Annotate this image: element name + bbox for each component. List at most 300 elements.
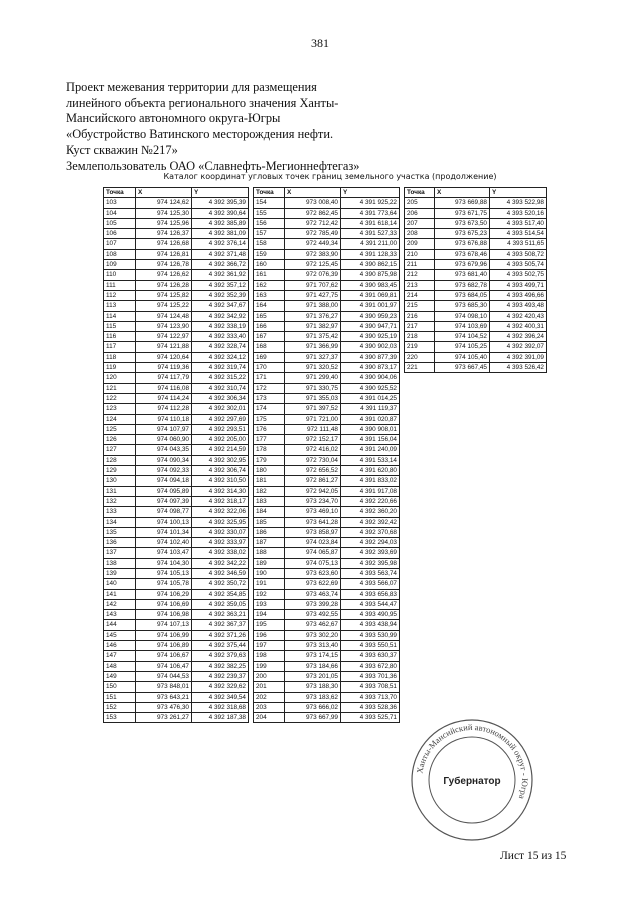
table-row — [104, 692, 249, 702]
point-id: 214 — [405, 290, 435, 300]
point-id: 133 — [104, 507, 136, 517]
point-id: 182 — [254, 486, 285, 496]
table-row — [104, 466, 249, 476]
sheet-counter: Лист 15 из 15 — [500, 850, 567, 862]
y-coordinate: 4 391 069,81 — [341, 290, 400, 300]
point-id: 143 — [104, 610, 136, 620]
point-id: 188 — [254, 548, 285, 558]
table-row — [104, 311, 249, 321]
y-coordinate: 4 393 505,74 — [490, 260, 547, 270]
y-coordinate: 4 391 001,97 — [341, 301, 400, 311]
table-row — [254, 342, 400, 352]
x-coordinate: 973 673,50 — [435, 218, 490, 228]
point-id: 128 — [104, 455, 136, 465]
x-coordinate: 973 848,01 — [136, 682, 192, 692]
point-id: 109 — [104, 260, 136, 270]
y-coordinate: 4 392 187,38 — [192, 713, 249, 723]
x-coordinate: 974 107,97 — [136, 424, 192, 434]
y-coordinate: 4 390 983,45 — [341, 280, 400, 290]
y-coordinate: 4 393 502,75 — [490, 270, 547, 280]
y-coordinate: 4 391 527,33 — [341, 229, 400, 239]
point-id: 107 — [104, 239, 136, 249]
y-coordinate: 4 392 342,22 — [192, 558, 249, 568]
x-coordinate: 973 234,70 — [285, 496, 341, 506]
table-row — [104, 476, 249, 486]
y-coordinate: 4 392 349,54 — [192, 692, 249, 702]
y-coordinate: 4 391 533,14 — [341, 455, 400, 465]
point-id: 207 — [405, 218, 435, 228]
table-row — [104, 661, 249, 671]
table-row — [254, 424, 400, 434]
point-id: 116 — [104, 332, 136, 342]
y-coordinate: 4 393 511,65 — [490, 239, 547, 249]
point-id: 177 — [254, 435, 285, 445]
table-row — [254, 496, 400, 506]
point-id: 220 — [405, 352, 435, 362]
table-row — [104, 589, 249, 599]
y-coordinate: 4 392 371,48 — [192, 249, 249, 259]
table-row — [104, 414, 249, 424]
y-coordinate: 4 390 908,01 — [341, 424, 400, 434]
y-coordinate: 4 393 526,42 — [490, 363, 547, 373]
y-coordinate: 4 390 925,19 — [341, 332, 400, 342]
y-coordinate: 4 392 319,74 — [192, 363, 249, 373]
y-coordinate: 4 391 020,87 — [341, 414, 400, 424]
y-coordinate: 4 392 366,72 — [192, 260, 249, 270]
table-row — [254, 548, 400, 558]
y-coordinate: 4 392 357,12 — [192, 280, 249, 290]
y-coordinate: 4 390 862,15 — [341, 260, 400, 270]
table-row — [254, 363, 400, 373]
table-row — [104, 641, 249, 651]
table-row — [254, 383, 400, 393]
table-row — [254, 620, 400, 630]
table-row — [405, 198, 547, 208]
x-coordinate: 974 106,98 — [136, 610, 192, 620]
table-row — [254, 517, 400, 527]
x-coordinate: 972 862,45 — [285, 208, 341, 218]
table-row — [104, 301, 249, 311]
y-coordinate: 4 392 361,92 — [192, 270, 249, 280]
x-coordinate: 974 106,67 — [136, 651, 192, 661]
table-row — [104, 651, 249, 661]
point-id: 166 — [254, 321, 285, 331]
x-coordinate: 973 261,27 — [136, 713, 192, 723]
y-coordinate: 4 391 925,22 — [341, 198, 400, 208]
x-coordinate: 973 201,05 — [285, 671, 341, 681]
table-row — [254, 290, 400, 300]
table-row — [405, 332, 547, 342]
x-coordinate: 973 641,28 — [285, 517, 341, 527]
point-id: 219 — [405, 342, 435, 352]
point-id: 132 — [104, 496, 136, 506]
x-coordinate: 974 102,40 — [136, 538, 192, 548]
point-id: 118 — [104, 352, 136, 362]
y-coordinate: 4 393 563,74 — [341, 568, 400, 578]
y-coordinate: 4 391 620,80 — [341, 466, 400, 476]
point-id: 210 — [405, 249, 435, 259]
y-coordinate: 4 391 773,64 — [341, 208, 400, 218]
x-coordinate: 974 105,40 — [435, 352, 490, 362]
x-coordinate: 973 675,23 — [435, 229, 490, 239]
x-coordinate: 971 721,00 — [285, 414, 341, 424]
table-row — [254, 507, 400, 517]
y-coordinate: 4 392 306,74 — [192, 466, 249, 476]
point-id: 114 — [104, 311, 136, 321]
y-coordinate: 4 390 873,17 — [341, 363, 400, 373]
coordinates-table-1 — [103, 187, 249, 723]
y-coordinate: 4 392 338,02 — [192, 548, 249, 558]
x-coordinate: 974 119,36 — [136, 363, 192, 373]
y-coordinate: 4 392 214,59 — [192, 445, 249, 455]
point-id: 122 — [104, 393, 136, 403]
point-id: 103 — [104, 198, 136, 208]
table-row — [104, 290, 249, 300]
point-id: 204 — [254, 713, 285, 723]
x-coordinate: 974 104,52 — [435, 332, 490, 342]
x-coordinate: 972 785,49 — [285, 229, 341, 239]
table-row — [254, 455, 400, 465]
y-coordinate: 4 391 240,09 — [341, 445, 400, 455]
heading-line: Мансийского автономного округа-Югры — [66, 111, 281, 126]
y-coordinate: 4 392 328,74 — [192, 342, 249, 352]
table-row — [254, 558, 400, 568]
point-id: 115 — [104, 321, 136, 331]
x-coordinate: 972 942,05 — [285, 486, 341, 496]
point-id: 202 — [254, 692, 285, 702]
table-row — [254, 239, 400, 249]
point-id: 110 — [104, 270, 136, 280]
y-coordinate: 4 392 420,43 — [490, 311, 547, 321]
y-coordinate: 4 393 525,71 — [341, 713, 400, 723]
y-coordinate: 4 392 370,68 — [341, 527, 400, 537]
table-row — [254, 538, 400, 548]
x-coordinate: 974 094,18 — [136, 476, 192, 486]
y-coordinate: 4 392 205,00 — [192, 435, 249, 445]
x-coordinate: 974 075,13 — [285, 558, 341, 568]
y-coordinate: 4 393 530,99 — [341, 630, 400, 640]
table-row — [254, 208, 400, 218]
y-coordinate: 4 392 367,37 — [192, 620, 249, 630]
y-coordinate: 4 392 329,62 — [192, 682, 249, 692]
table-row — [104, 208, 249, 218]
table-row — [254, 393, 400, 403]
x-coordinate: 973 462,67 — [285, 620, 341, 630]
y-coordinate: 4 393 514,54 — [490, 229, 547, 239]
y-coordinate: 4 393 438,94 — [341, 620, 400, 630]
x-coordinate: 972 861,27 — [285, 476, 341, 486]
table-row — [104, 599, 249, 609]
y-coordinate: 4 390 959,23 — [341, 311, 400, 321]
y-coordinate: 4 390 947,71 — [341, 321, 400, 331]
point-id: 167 — [254, 332, 285, 342]
point-id: 168 — [254, 342, 285, 352]
table-row — [104, 548, 249, 558]
y-coordinate: 4 392 330,07 — [192, 527, 249, 537]
table-row — [104, 507, 249, 517]
point-id: 147 — [104, 651, 136, 661]
table-row — [104, 239, 249, 249]
y-coordinate: 4 391 014,25 — [341, 393, 400, 403]
point-id: 178 — [254, 445, 285, 455]
table-row — [405, 321, 547, 331]
table-row — [104, 702, 249, 712]
x-coordinate: 973 667,45 — [435, 363, 490, 373]
y-coordinate: 4 392 324,12 — [192, 352, 249, 362]
x-coordinate: 973 678,46 — [435, 249, 490, 259]
x-coordinate: 973 671,75 — [435, 208, 490, 218]
x-coordinate: 973 685,30 — [435, 301, 490, 311]
table-row — [405, 229, 547, 239]
y-coordinate: 4 393 528,36 — [341, 702, 400, 712]
y-coordinate: 4 393 517,40 — [490, 218, 547, 228]
point-id: 159 — [254, 249, 285, 259]
table-row — [104, 424, 249, 434]
table-row — [254, 671, 400, 681]
table-row — [254, 435, 400, 445]
x-coordinate: 972 383,90 — [285, 249, 341, 259]
x-coordinate: 973 188,30 — [285, 682, 341, 692]
column-header-point: Точка — [405, 188, 435, 198]
y-coordinate: 4 392 371,26 — [192, 630, 249, 640]
point-id: 134 — [104, 517, 136, 527]
x-coordinate: 974 106,29 — [136, 589, 192, 599]
point-id: 189 — [254, 558, 285, 568]
y-coordinate: 4 393 566,07 — [341, 579, 400, 589]
x-coordinate: 973 676,88 — [435, 239, 490, 249]
point-id: 113 — [104, 301, 136, 311]
table-row — [104, 435, 249, 445]
y-coordinate: 4 392 395,98 — [341, 558, 400, 568]
y-coordinate: 4 392 393,69 — [341, 548, 400, 558]
column-header-point: Точка — [104, 188, 136, 198]
point-id: 205 — [405, 198, 435, 208]
y-coordinate: 4 393 520,16 — [490, 208, 547, 218]
y-coordinate: 4 392 359,05 — [192, 599, 249, 609]
point-id: 156 — [254, 218, 285, 228]
heading-line: Землепользователь ОАО «Славнефть-Мегионнефтегаз» — [66, 158, 360, 173]
table-row — [104, 352, 249, 362]
x-coordinate: 974 112,28 — [136, 404, 192, 414]
x-coordinate: 973 476,30 — [136, 702, 192, 712]
table-row — [254, 218, 400, 228]
y-coordinate: 4 390 902,03 — [341, 342, 400, 352]
x-coordinate: 974 126,62 — [136, 270, 192, 280]
table-row — [405, 270, 547, 280]
y-coordinate: 4 392 391,09 — [490, 352, 547, 362]
page-number: 381 — [311, 36, 329, 50]
x-coordinate: 971 388,00 — [285, 301, 341, 311]
point-id: 105 — [104, 218, 136, 228]
table-row — [254, 270, 400, 280]
x-coordinate: 973 643,21 — [136, 692, 192, 702]
point-id: 187 — [254, 538, 285, 548]
y-coordinate: 4 392 360,20 — [341, 507, 400, 517]
point-id: 209 — [405, 239, 435, 249]
heading-line: линейного объекта регионального значения Ханты- — [66, 95, 339, 110]
x-coordinate: 971 382,97 — [285, 321, 341, 331]
point-id: 185 — [254, 517, 285, 527]
y-coordinate: 4 393 493,48 — [490, 301, 547, 311]
table-row — [405, 352, 547, 362]
table-row — [254, 589, 400, 599]
x-coordinate: 974 098,77 — [136, 507, 192, 517]
table-row — [254, 599, 400, 609]
y-coordinate: 4 392 396,24 — [490, 332, 547, 342]
y-coordinate: 4 392 381,09 — [192, 229, 249, 239]
y-coordinate: 4 393 508,72 — [490, 249, 547, 259]
point-id: 184 — [254, 507, 285, 517]
table-row — [254, 311, 400, 321]
y-coordinate: 4 393 550,51 — [341, 641, 400, 651]
table-row — [254, 445, 400, 455]
x-coordinate: 973 302,20 — [285, 630, 341, 640]
x-coordinate: 973 622,69 — [285, 579, 341, 589]
table-row — [104, 342, 249, 352]
point-id: 139 — [104, 568, 136, 578]
y-coordinate: 4 392 239,37 — [192, 671, 249, 681]
point-id: 142 — [104, 599, 136, 609]
x-coordinate: 971 427,75 — [285, 290, 341, 300]
table-row — [254, 301, 400, 311]
x-coordinate: 972 111,48 — [285, 424, 341, 434]
point-id: 144 — [104, 620, 136, 630]
table-row — [104, 682, 249, 692]
point-id: 212 — [405, 270, 435, 280]
x-coordinate: 974 114,24 — [136, 393, 192, 403]
point-id: 183 — [254, 496, 285, 506]
x-coordinate: 974 105,78 — [136, 579, 192, 589]
column-header-y: Y — [490, 188, 547, 198]
y-coordinate: 4 392 379,63 — [192, 651, 249, 661]
y-coordinate: 4 393 496,66 — [490, 290, 547, 300]
heading-line: «Обустройство Ватинского месторождения нефти. — [66, 127, 334, 142]
point-id: 150 — [104, 682, 136, 692]
x-coordinate: 974 106,47 — [136, 661, 192, 671]
heading-line: Куст скважин №217» — [66, 142, 178, 157]
x-coordinate: 974 044,53 — [136, 671, 192, 681]
column-header-y: Y — [192, 188, 249, 198]
point-id: 125 — [104, 424, 136, 434]
point-id: 193 — [254, 599, 285, 609]
point-id: 106 — [104, 229, 136, 239]
table-row — [405, 239, 547, 249]
y-coordinate: 4 393 672,80 — [341, 661, 400, 671]
table-row — [104, 538, 249, 548]
x-coordinate: 971 397,52 — [285, 404, 341, 414]
x-coordinate: 974 123,90 — [136, 321, 192, 331]
x-coordinate: 973 183,62 — [285, 692, 341, 702]
y-coordinate: 4 392 385,89 — [192, 218, 249, 228]
y-coordinate: 4 393 708,51 — [341, 682, 400, 692]
table-row — [104, 218, 249, 228]
y-coordinate: 4 392 333,40 — [192, 332, 249, 342]
point-id: 155 — [254, 208, 285, 218]
x-coordinate: 971 355,03 — [285, 393, 341, 403]
table-row — [104, 332, 249, 342]
table-row — [254, 579, 400, 589]
x-coordinate: 971 299,40 — [285, 373, 341, 383]
x-coordinate: 972 449,34 — [285, 239, 341, 249]
point-id: 194 — [254, 610, 285, 620]
table-row — [104, 713, 249, 723]
x-coordinate: 974 125,30 — [136, 208, 192, 218]
point-id: 191 — [254, 579, 285, 589]
x-coordinate: 972 712,42 — [285, 218, 341, 228]
y-coordinate: 4 392 346,59 — [192, 568, 249, 578]
point-id: 211 — [405, 260, 435, 270]
table-caption: Каталог координат угловых точек границ земельного участка (продолжение) — [163, 172, 497, 181]
y-coordinate: 4 392 400,31 — [490, 321, 547, 331]
point-id: 221 — [405, 363, 435, 373]
table-row — [104, 517, 249, 527]
y-coordinate: 4 392 322,06 — [192, 507, 249, 517]
x-coordinate: 971 366,99 — [285, 342, 341, 352]
coordinates-table-2 — [253, 187, 400, 723]
y-coordinate: 4 393 499,71 — [490, 280, 547, 290]
point-id: 198 — [254, 651, 285, 661]
x-coordinate: 974 043,35 — [136, 445, 192, 455]
y-coordinate: 4 392 310,50 — [192, 476, 249, 486]
point-id: 186 — [254, 527, 285, 537]
y-coordinate: 4 392 350,72 — [192, 579, 249, 589]
y-coordinate: 4 390 925,52 — [341, 383, 400, 393]
table-row — [254, 280, 400, 290]
x-coordinate: 973 463,74 — [285, 589, 341, 599]
y-coordinate: 4 392 392,07 — [490, 342, 547, 352]
table-row — [104, 620, 249, 630]
x-coordinate: 974 090,34 — [136, 455, 192, 465]
y-coordinate: 4 391 917,08 — [341, 486, 400, 496]
table-row — [254, 321, 400, 331]
point-id: 165 — [254, 311, 285, 321]
y-coordinate: 4 392 325,95 — [192, 517, 249, 527]
point-id: 129 — [104, 466, 136, 476]
x-coordinate: 974 097,39 — [136, 496, 192, 506]
x-coordinate: 972 152,17 — [285, 435, 341, 445]
column-header-point: Точка — [254, 188, 285, 198]
table-row — [405, 208, 547, 218]
table-row — [104, 393, 249, 403]
x-coordinate: 971 376,27 — [285, 311, 341, 321]
table-row — [405, 280, 547, 290]
point-id: 170 — [254, 363, 285, 373]
table-row — [104, 445, 249, 455]
point-id: 200 — [254, 671, 285, 681]
heading-line: Проект межевания территории для размещения — [66, 80, 317, 94]
y-coordinate: 4 392 314,30 — [192, 486, 249, 496]
x-coordinate: 974 100,13 — [136, 517, 192, 527]
x-coordinate: 971 320,52 — [285, 363, 341, 373]
point-id: 158 — [254, 239, 285, 249]
table-row — [104, 280, 249, 290]
x-coordinate: 973 174,15 — [285, 651, 341, 661]
x-coordinate: 974 105,25 — [435, 342, 490, 352]
point-id: 149 — [104, 671, 136, 681]
point-id: 119 — [104, 363, 136, 373]
point-id: 145 — [104, 630, 136, 640]
table-row — [254, 404, 400, 414]
table-row — [254, 260, 400, 270]
x-coordinate: 971 707,62 — [285, 280, 341, 290]
x-coordinate: 971 330,75 — [285, 383, 341, 393]
x-coordinate: 972 656,52 — [285, 466, 341, 476]
x-coordinate: 974 124,48 — [136, 311, 192, 321]
point-id: 153 — [104, 713, 136, 723]
table-row — [254, 568, 400, 578]
table-row — [254, 466, 400, 476]
x-coordinate: 974 106,99 — [136, 630, 192, 640]
